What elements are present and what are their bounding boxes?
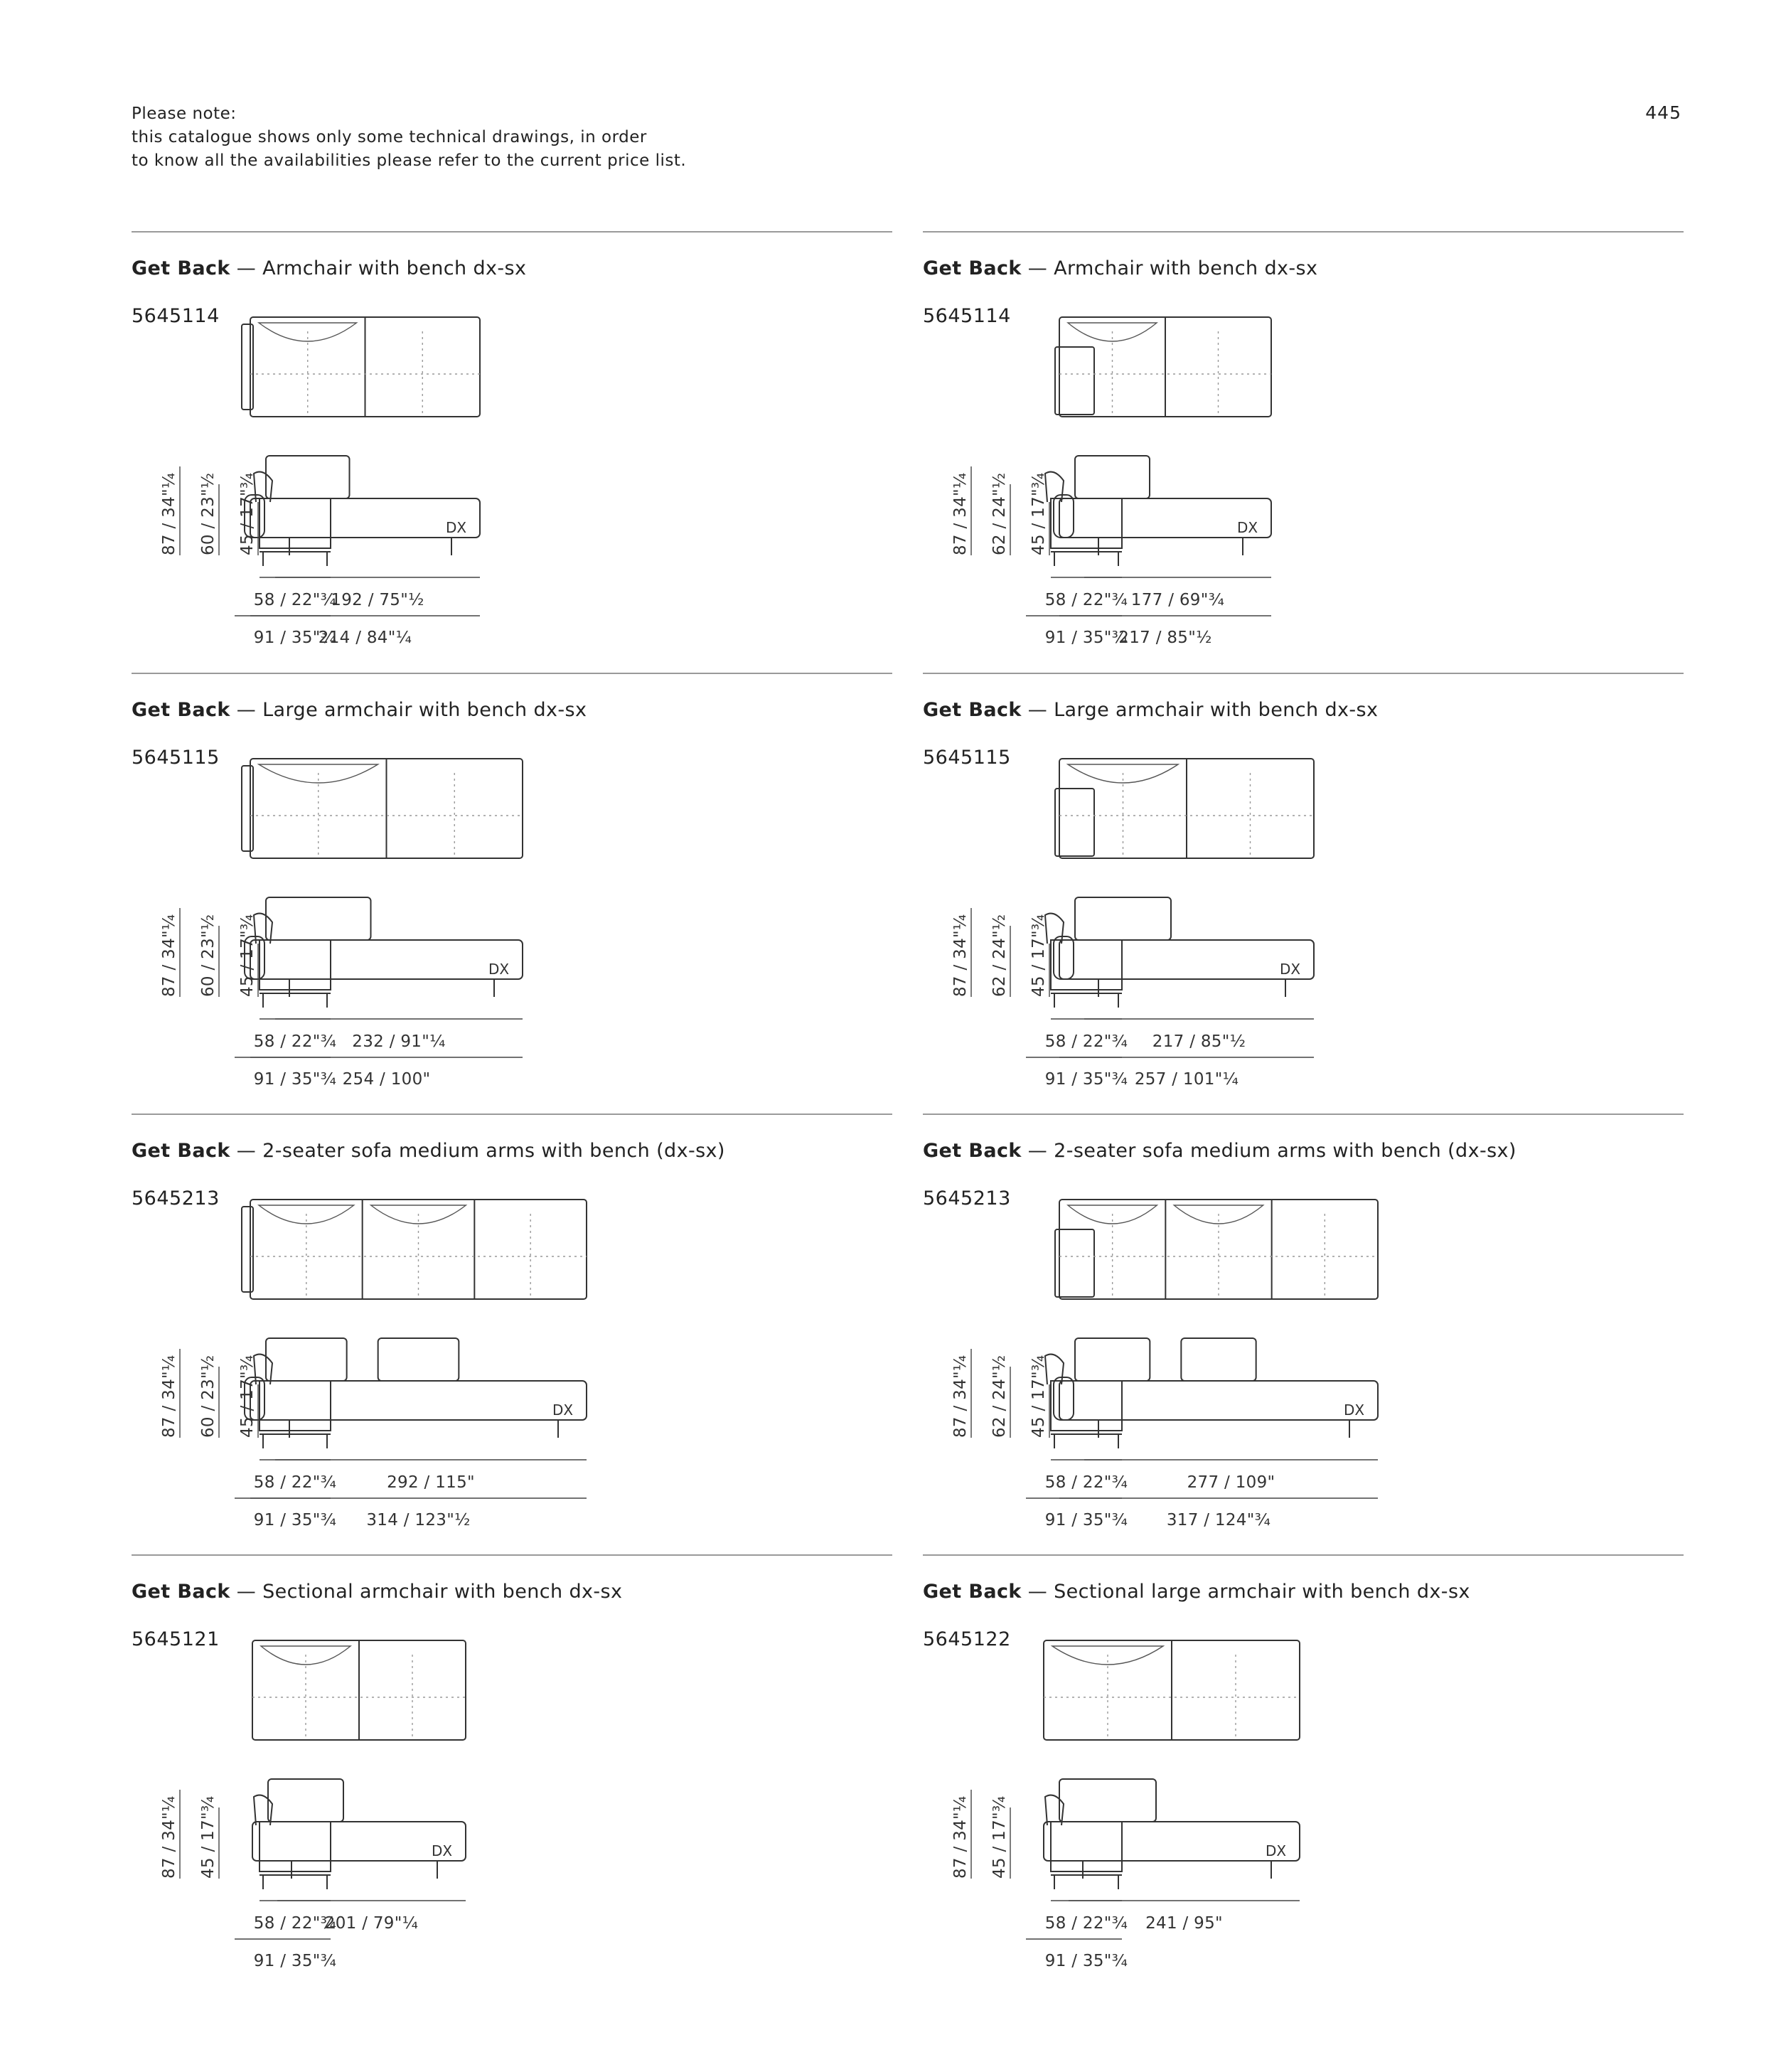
technical-drawing — [923, 1114, 1712, 1555]
front-view-back-cushion — [1059, 1779, 1156, 1822]
product-code: 5645121 — [132, 1628, 220, 1650]
product-code: 5645213 — [923, 1187, 1011, 1209]
side-view-seat — [260, 1822, 331, 1871]
width-dimension: 201 / 79"¼ — [324, 1914, 419, 1933]
dx-label: DX — [488, 961, 510, 978]
dx-label: DX — [1344, 1401, 1365, 1419]
depth-dimension: 58 / 22"¾ — [1044, 1914, 1128, 1933]
product-entry — [132, 1555, 921, 1996]
product-code: 5645114 — [923, 305, 1011, 327]
top-view-arm — [242, 1207, 253, 1292]
product-code: 5645213 — [132, 1187, 220, 1209]
product-name: — Large armchair with bench dx-sx — [1021, 699, 1379, 721]
width-dimension: 217 / 85"½ — [1152, 1032, 1246, 1051]
product-brand: Get Back — [923, 1581, 1022, 1603]
height-dimension: 60 / 23"½ — [199, 1355, 218, 1438]
depth-dimension: 58 / 22"¾ — [253, 1032, 337, 1051]
product-brand: Get Back — [132, 257, 230, 279]
depth-dimension: 91 / 35"¾ — [253, 1952, 337, 1970]
side-view-seat — [1051, 1822, 1122, 1871]
note-line: this catalogue shows only some technical drawings, in order — [132, 128, 647, 146]
note-line: Please note: — [132, 105, 237, 123]
top-view-pad — [1055, 1229, 1094, 1297]
width-dimension: 317 / 124"¾ — [1166, 1511, 1271, 1529]
technical-drawing — [132, 232, 921, 673]
product-name: — Armchair with bench dx-sx — [230, 257, 527, 279]
product-code: 5645115 — [132, 747, 220, 769]
top-view-arm — [242, 766, 253, 851]
technical-drawing — [923, 1555, 1712, 1996]
height-dimension: 45 / 17"¾ — [238, 1355, 257, 1438]
product-code: 5645114 — [132, 305, 220, 327]
height-dimension: 45 / 17"¾ — [199, 1795, 218, 1879]
width-dimension: 292 / 115" — [387, 1473, 475, 1492]
front-view-seat — [1044, 1822, 1300, 1861]
width-dimension: 277 / 109" — [1187, 1473, 1275, 1492]
side-view-seat — [260, 498, 331, 548]
depth-dimension: 58 / 22"¾ — [1044, 591, 1128, 609]
front-view-arm — [1054, 495, 1074, 538]
height-dimension: 87 / 34"¼ — [160, 1355, 178, 1438]
side-view-seat — [1051, 1381, 1122, 1431]
product-name: — 2-seater sofa medium arms with bench (dx-sx) — [230, 1140, 725, 1162]
width-dimension: 192 / 75"½ — [331, 591, 424, 609]
product-name: — 2-seater sofa medium arms with bench (dx-sx) — [1021, 1140, 1516, 1162]
height-dimension: 62 / 24"½ — [990, 472, 1009, 555]
height-dimension: 62 / 24"½ — [990, 914, 1009, 997]
product-brand: Get Back — [923, 257, 1022, 279]
width-dimension: 214 / 84"¼ — [318, 629, 412, 647]
height-dimension: 45 / 17"¾ — [1029, 914, 1048, 997]
width-dimension: 232 / 91"¼ — [352, 1032, 446, 1051]
dx-label: DX — [1266, 1842, 1287, 1859]
depth-dimension: 91 / 35"¾ — [1044, 1070, 1128, 1089]
product-entry — [923, 1114, 1712, 1555]
height-dimension: 45 / 17"¾ — [990, 1795, 1009, 1879]
height-dimension: 45 / 17"¾ — [238, 472, 257, 555]
side-view-seat — [1051, 940, 1122, 990]
front-view-back-cushion — [378, 1338, 459, 1381]
width-dimension: 241 / 95" — [1145, 1914, 1223, 1933]
depth-dimension: 58 / 22"¾ — [1044, 1473, 1128, 1492]
depth-dimension: 91 / 35"¾ — [1044, 1511, 1128, 1529]
depth-dimension: 91 / 35"¾ — [1044, 1952, 1128, 1970]
height-dimension: 87 / 34"¼ — [951, 914, 970, 997]
width-dimension: 257 / 101"¼ — [1134, 1070, 1239, 1089]
depth-dimension: 91 / 35"¾ — [1044, 629, 1128, 647]
product-entry — [132, 232, 921, 673]
front-view-back-cushion — [266, 897, 371, 940]
front-view-seat — [1059, 940, 1314, 979]
product-brand: Get Back — [132, 1581, 230, 1603]
product-name: — Large armchair with bench dx-sx — [230, 699, 587, 721]
top-view-pad — [1055, 789, 1094, 856]
height-dimension: 45 / 17"¾ — [1029, 1355, 1048, 1438]
depth-dimension: 91 / 35"¾ — [253, 1511, 337, 1529]
depth-dimension: 58 / 22"¾ — [253, 1473, 337, 1492]
height-dimension: 60 / 23"½ — [199, 472, 218, 555]
front-view-arm — [1054, 1377, 1074, 1420]
front-view-seat — [250, 1381, 587, 1420]
page-number: 445 — [1645, 102, 1681, 123]
height-dimension: 45 / 17"¾ — [238, 914, 257, 997]
note-line: to know all the availabilities please refer to the current price list. — [132, 151, 687, 170]
dx-label: DX — [432, 1842, 453, 1859]
product-name: — Sectional large armchair with bench dx-sx — [1021, 1581, 1470, 1603]
technical-drawing — [132, 1555, 921, 1996]
height-dimension: 87 / 34"¼ — [951, 472, 970, 555]
height-dimension: 87 / 34"¼ — [951, 1795, 970, 1879]
dx-label: DX — [1237, 519, 1258, 536]
front-view-seat — [250, 940, 523, 979]
product-entry — [132, 673, 921, 1114]
depth-dimension: 58 / 22"¾ — [1044, 1032, 1128, 1051]
product-name: — Sectional armchair with bench dx-sx — [230, 1581, 623, 1603]
product-brand: Get Back — [132, 1140, 230, 1162]
front-view-back-cushion — [1075, 897, 1171, 940]
product-entry — [132, 1114, 921, 1555]
dx-label: DX — [446, 519, 467, 536]
side-view-seat — [260, 940, 331, 990]
top-view-pad — [1055, 347, 1094, 415]
front-view-back-cushion — [1075, 1338, 1150, 1381]
front-view-back-cushion — [266, 456, 350, 498]
front-view-arm — [1054, 936, 1074, 979]
catalogue-note — [132, 102, 686, 173]
product-code: 5645122 — [923, 1628, 1011, 1650]
technical-drawing — [132, 1114, 921, 1555]
top-view-arm — [242, 324, 253, 410]
product-code: 5645115 — [923, 747, 1011, 769]
technical-drawing — [132, 673, 921, 1114]
product-entry — [923, 232, 1712, 673]
product-brand: Get Back — [923, 1140, 1022, 1162]
side-view-seat — [260, 1381, 331, 1431]
height-dimension: 87 / 34"¼ — [160, 472, 178, 555]
width-dimension: 177 / 69"¾ — [1130, 591, 1225, 609]
front-view-seat — [1059, 1381, 1378, 1420]
product-name: — Armchair with bench dx-sx — [1021, 257, 1318, 279]
front-view-back-cushion — [266, 1338, 347, 1381]
front-view-back-cushion — [1181, 1338, 1256, 1381]
technical-drawing — [923, 673, 1712, 1114]
height-dimension: 87 / 34"¼ — [951, 1355, 970, 1438]
depth-dimension: 58 / 22"¾ — [253, 591, 337, 609]
technical-drawing — [923, 232, 1712, 673]
height-dimension: 60 / 23"½ — [199, 914, 218, 997]
dx-label: DX — [552, 1401, 574, 1419]
front-view-back-cushion — [1075, 456, 1150, 498]
product-brand: Get Back — [132, 699, 230, 721]
product-entry — [923, 673, 1712, 1114]
product-entry — [923, 1555, 1712, 1996]
front-view-back-cushion — [268, 1779, 343, 1822]
height-dimension: 87 / 34"¼ — [160, 1795, 178, 1879]
width-dimension: 217 / 85"½ — [1118, 629, 1212, 647]
width-dimension: 314 / 123"½ — [366, 1511, 471, 1529]
depth-dimension: 91 / 35"¾ — [253, 629, 337, 647]
width-dimension: 254 / 100" — [342, 1070, 431, 1089]
side-view-seat — [1051, 498, 1122, 548]
dx-label: DX — [1280, 961, 1301, 978]
height-dimension: 62 / 24"½ — [990, 1355, 1009, 1438]
depth-dimension: 91 / 35"¾ — [253, 1070, 337, 1089]
product-brand: Get Back — [923, 699, 1022, 721]
depth-dimension: 58 / 22"¾ — [253, 1914, 337, 1933]
height-dimension: 87 / 34"¼ — [160, 914, 178, 997]
height-dimension: 45 / 17"¾ — [1029, 472, 1048, 555]
